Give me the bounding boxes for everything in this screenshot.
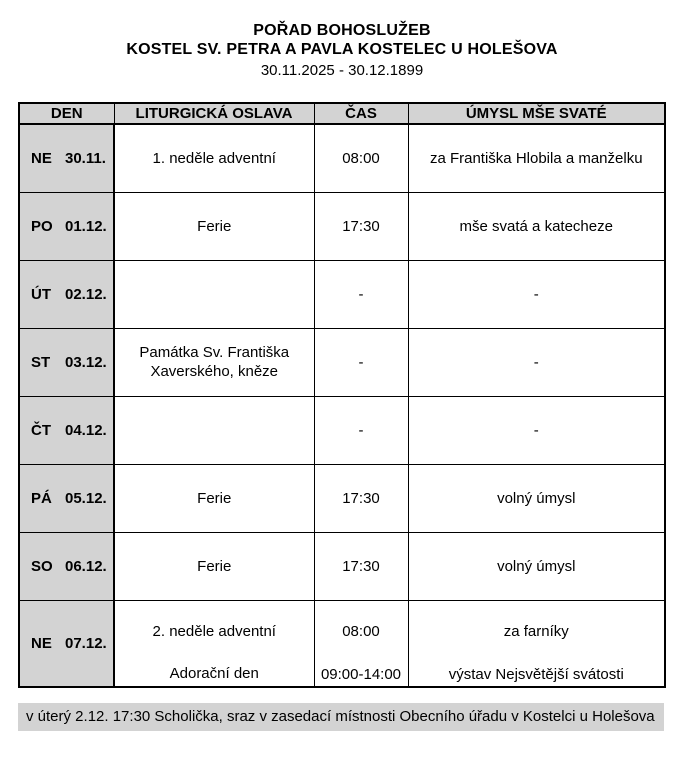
table-row: [19, 600, 665, 687]
footer-note: v úterý 2.12. 17:30 Scholička, sraz v zasedací místnosti Obecního úřadu v Kostelci u Holešova: [18, 703, 664, 731]
document-title-block: [0, 0, 684, 80]
table-header-row: [19, 103, 665, 124]
celebration-cell: Památka Sv. Františka Xaverského, kněze: [114, 328, 314, 396]
day-cell: [19, 532, 114, 600]
time-cell: [314, 600, 408, 687]
celebration-cell: 1. neděle adventní: [114, 124, 314, 192]
table-row: [19, 260, 665, 328]
day-date: 01.12.: [65, 217, 107, 235]
service-schedule-table: [18, 102, 666, 688]
table-row: [19, 192, 665, 260]
date-range: 30.11.2025 - 30.12.1899: [260, 62, 424, 79]
day-date: 30.11.: [65, 149, 106, 167]
time-cell: 17:30: [314, 192, 408, 260]
celebration-cell: [114, 260, 314, 328]
day-date: 03.12.: [65, 353, 107, 371]
time-cell: 08:00: [314, 124, 408, 192]
day-cell: [19, 396, 114, 464]
time-cell: -: [314, 396, 408, 464]
time-cell: 17:30: [314, 464, 408, 532]
day-date: 02.12.: [65, 285, 107, 303]
intention-secondary: výstav Nejsvětější svátosti: [448, 665, 624, 683]
day-abbr: PÁ: [31, 489, 52, 507]
day-cell: [19, 464, 114, 532]
column-header-celebration: LITURGICKÁ OSLAVA: [114, 103, 314, 124]
day-date: 04.12.: [65, 421, 107, 439]
intention-cell: za Františka Hlobila a manželku: [408, 124, 665, 192]
intention-cell: volný úmysl: [408, 464, 665, 532]
day-cell: [19, 328, 114, 396]
celebration-cell: Ferie: [114, 532, 314, 600]
table-row: [19, 328, 665, 396]
day-abbr: NE: [31, 149, 52, 167]
day-abbr: ÚT: [31, 285, 51, 303]
celebration-cell: [114, 600, 314, 687]
day-cell: [19, 260, 114, 328]
time-cell: -: [314, 328, 408, 396]
intention-cell: mše svatá a katecheze: [408, 192, 665, 260]
time-cell: -: [314, 260, 408, 328]
day-abbr: NE: [31, 634, 52, 652]
day-date: 07.12.: [65, 634, 107, 652]
time-cell: 17:30: [314, 532, 408, 600]
celebration-cell: [114, 396, 314, 464]
day-date: 06.12.: [65, 557, 107, 575]
intention-cell: -: [408, 396, 665, 464]
celebration-secondary: Adorační den: [169, 664, 259, 682]
intention-main: za farníky: [503, 623, 569, 641]
intention-cell: -: [408, 328, 665, 396]
day-abbr: PO: [31, 217, 53, 235]
column-header-time: ČAS: [314, 103, 408, 124]
celebration-cell: Ferie: [114, 192, 314, 260]
day-date: 05.12.: [65, 489, 107, 507]
day-cell: [19, 192, 114, 260]
table-row: [19, 124, 665, 192]
page-title: POŘAD BOHOSLUŽEB: [253, 22, 431, 39]
celebration-cell: Ferie: [114, 464, 314, 532]
day-cell: [19, 124, 114, 192]
day-abbr: ČT: [31, 421, 51, 439]
intention-cell: [408, 600, 665, 687]
time-secondary: 09:00-14:00: [320, 665, 402, 683]
celebration-main: 2. neděle adventní: [152, 623, 276, 641]
intention-cell: -: [408, 260, 665, 328]
church-name: KOSTEL SV. PETRA A PAVLA KOSTELEC U HOLEŠOVA: [126, 41, 558, 58]
intention-cell: volný úmysl: [408, 532, 665, 600]
day-abbr: ST: [31, 353, 51, 371]
day-cell: [19, 600, 114, 687]
day-abbr: SO: [31, 557, 53, 575]
column-header-day: DEN: [19, 103, 114, 124]
table-row: [19, 532, 665, 600]
time-main: 08:00: [342, 623, 380, 641]
table-row: [19, 464, 665, 532]
table-row: [19, 396, 665, 464]
column-header-intention: ÚMYSL MŠE SVATÉ: [408, 103, 665, 124]
